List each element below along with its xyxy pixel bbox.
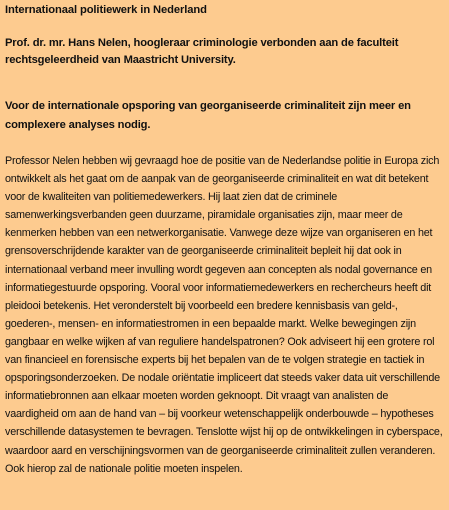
article-heading: Internationaal politiewerk in Nederland xyxy=(5,4,207,16)
author-line: Prof. dr. mr. Hans Nelen, hoogleraar criminologie verbonden aan de faculteit rechtsgeleerdheid van Maastricht University. xyxy=(5,37,399,66)
lead-paragraph: Voor de internationale opsporing van georganiseerde criminaliteit zijn meer en complexere analyses nodig. xyxy=(5,100,411,131)
body-paragraph: Professor Nelen hebben wij gevraagd hoe de positie van de Nederlandse politie in Europa zich ontwikkelt als het gaat om de aanpak van de georganiseerde criminaliteit en wat dit betekent voor de kwaliteiten van politiemedewerkers. Hij laat zien dat de criminele samenwerkingsverbanden geen duurzame, piramidale organisaties zijn, maar meer de kenmerken hebben van een netwerkorganisatie. Vanwege deze wijze van organiseren en het grensoverschrijdende karakter van de georganiseerde criminaliteit bepleit hij dat ook in internationaal verband meer invulling wordt gegeven aan concepten als nodal governance en informatiegestuurde opsporing. Vooral voor informatiemedewerkers en rechercheurs heeft dit pleidooi betekenis. Het veronderstelt bij voorbeeld een bredere kennisbasis van geld-, goederen-, mensen- en informatiestromen in een bepaalde markt. Welke bewegingen zijn gangbaar en welke wijken af van reguliere handelspatronen? Ook adviseert hij een grotere rol van financieel en forensische experts bij het bepalen van de te volgen strategie en tactiek in opsporingsonderzoeken. De nodale oriëntatie impliceert dat steeds vaker data uit verschillende informatiebronnen aan elkaar moeten worden geknoopt. Dit vraagt van analisten de vaardigheid om aan de hand van – bij voorkeur wetenschappelijk onderbouwde – hypotheses verschillende datasystemen te bevragen. Tenslotte wijst hij op de ontwikkelingen in cyberspace, waardoor aard en verschijningsvormen van de georganiseerde criminaliteit zullen veranderen. Ook hierop zal de nationale politie moeten inspelen. xyxy=(5,155,443,475)
